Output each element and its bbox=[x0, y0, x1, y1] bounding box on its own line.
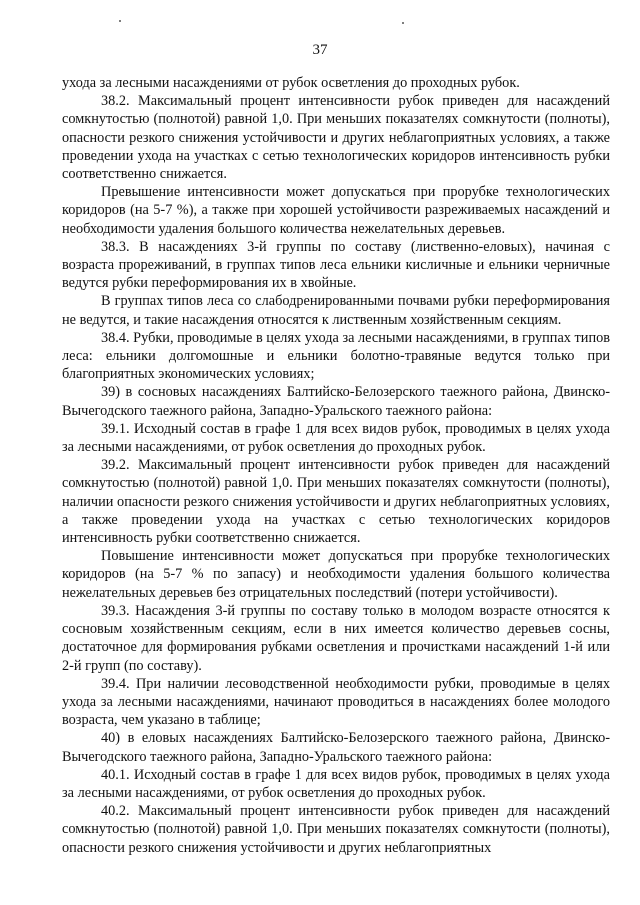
paragraph-38-2: 38.2. Максимальный процент интенсивности рубок приведен для насаждений сомкнутостью (полнотой) равной 1,0. При меньших показателях сомкнутости (полноты), опасности резкого снижения устойчивости и других неблагоприятных условиях, а также проведении ухода на участках с сетью технологических коридоров интенсивность рубки соответственно снижается. bbox=[62, 93, 610, 183]
paragraph-increase-intensity: Повышение интенсивности может допускаться при прорубке технологических коридоров (на 5-7 % по запасу) и необходимости удаления большого количества нежелательных деревьев без отрицательных последствий (потери устойчивости). bbox=[62, 548, 610, 601]
scan-speck-right bbox=[402, 22, 404, 24]
paragraph-39-3: 39.3. Насаждения 3-й группы по составу только в молодом возрасте относятся к сосновым хозяйственным секциям, если в них имеется количество деревьев сосны, достаточное для формирования рубками осветления и прочистками насаждений 1-й или 2-й групп (по составу). bbox=[62, 602, 610, 674]
document-body bbox=[62, 74, 610, 857]
paragraph-38-3: 38.3. В насаждениях 3-й группы по составу (лиственно-еловых), начиная с возраста прореживаний, в группах типов леса ельники кисличные и ельники черничные ведутся рубки переформирования их в хвойные. bbox=[62, 238, 610, 292]
paragraph-continuation: ухода за лесными насаждениями от рубок осветления до проходных рубок. bbox=[62, 75, 520, 91]
paragraph-40-1: 40.1. Исходный состав в графе 1 для всех видов рубок, проводимых в целях ухода за лесными насаждениями, от рубок осветления до проходных рубок. bbox=[62, 766, 610, 801]
paragraph-40-2: 40.2. Максимальный процент интенсивности рубок приведен для насаждений сомкнутостью (полнотой) равной 1,0. При меньших показателях сомкнутости (полноты), опасности резкого снижения устойчивости и других неблагоприятных bbox=[62, 803, 610, 856]
paragraph-excess-intensity: Превышение интенсивности может допускаться при прорубке технологических коридоров (на 5-7 %), а также при хорошей устойчивости разреживаемых насаждений и необходимости удаления большого количества нежелательных деревьев. bbox=[62, 184, 610, 237]
paragraph-39-4: 39.4. При наличии лесоводственной необходимости рубки, проводимые в целях ухода за лесными насаждениями, начинают проводиться в насаждениях более молодого возраста, чем указано в таблице; bbox=[62, 675, 610, 729]
paragraph-40: 40) в еловых насаждениях Балтийско-Белозерского таежного района, Двинско-Вычегодского таежного района, Западно-Уральского таежного района: bbox=[62, 730, 610, 765]
page-number: 37 bbox=[312, 42, 328, 58]
scan-speck-left bbox=[119, 20, 121, 22]
paragraph-38-4: 38.4. Рубки, проводимые в целях ухода за лесными насаждениями, в группах типов леса: ельники долгомошные и ельники болотно-травяные ведутся только при благоприятных экономических условиях; bbox=[62, 329, 610, 383]
paragraph-39: 39) в сосновых насаждениях Балтийско-Белозерского таежного района, Двинско-Вычегодского таежного района, Западно-Уральского таежного района: bbox=[62, 384, 610, 419]
paragraph-poorly-drained-soils: В группах типов леса со слабодренированными почвами рубки переформирования не ведутся, и такие насаждения относятся к лиственным хозяйственным секциям. bbox=[62, 293, 610, 328]
paragraph-39-2: 39.2. Максимальный процент интенсивности рубок приведен для насаждений сомкнутостью (полнотой) равной 1,0. При меньших показателях сомкнутости (полноты), наличии опасности резкого снижения устойчивости и других неблагоприятных условиях, а также проведении ухода на участках с сетью технологических коридоров интенсивность рубки соответственно снижается. bbox=[62, 457, 610, 547]
paragraph-39-1: 39.1. Исходный состав в графе 1 для всех видов рубок, проводимых в целях ухода за лесными насаждениями, от рубок осветления до проходных рубок. bbox=[62, 420, 610, 456]
